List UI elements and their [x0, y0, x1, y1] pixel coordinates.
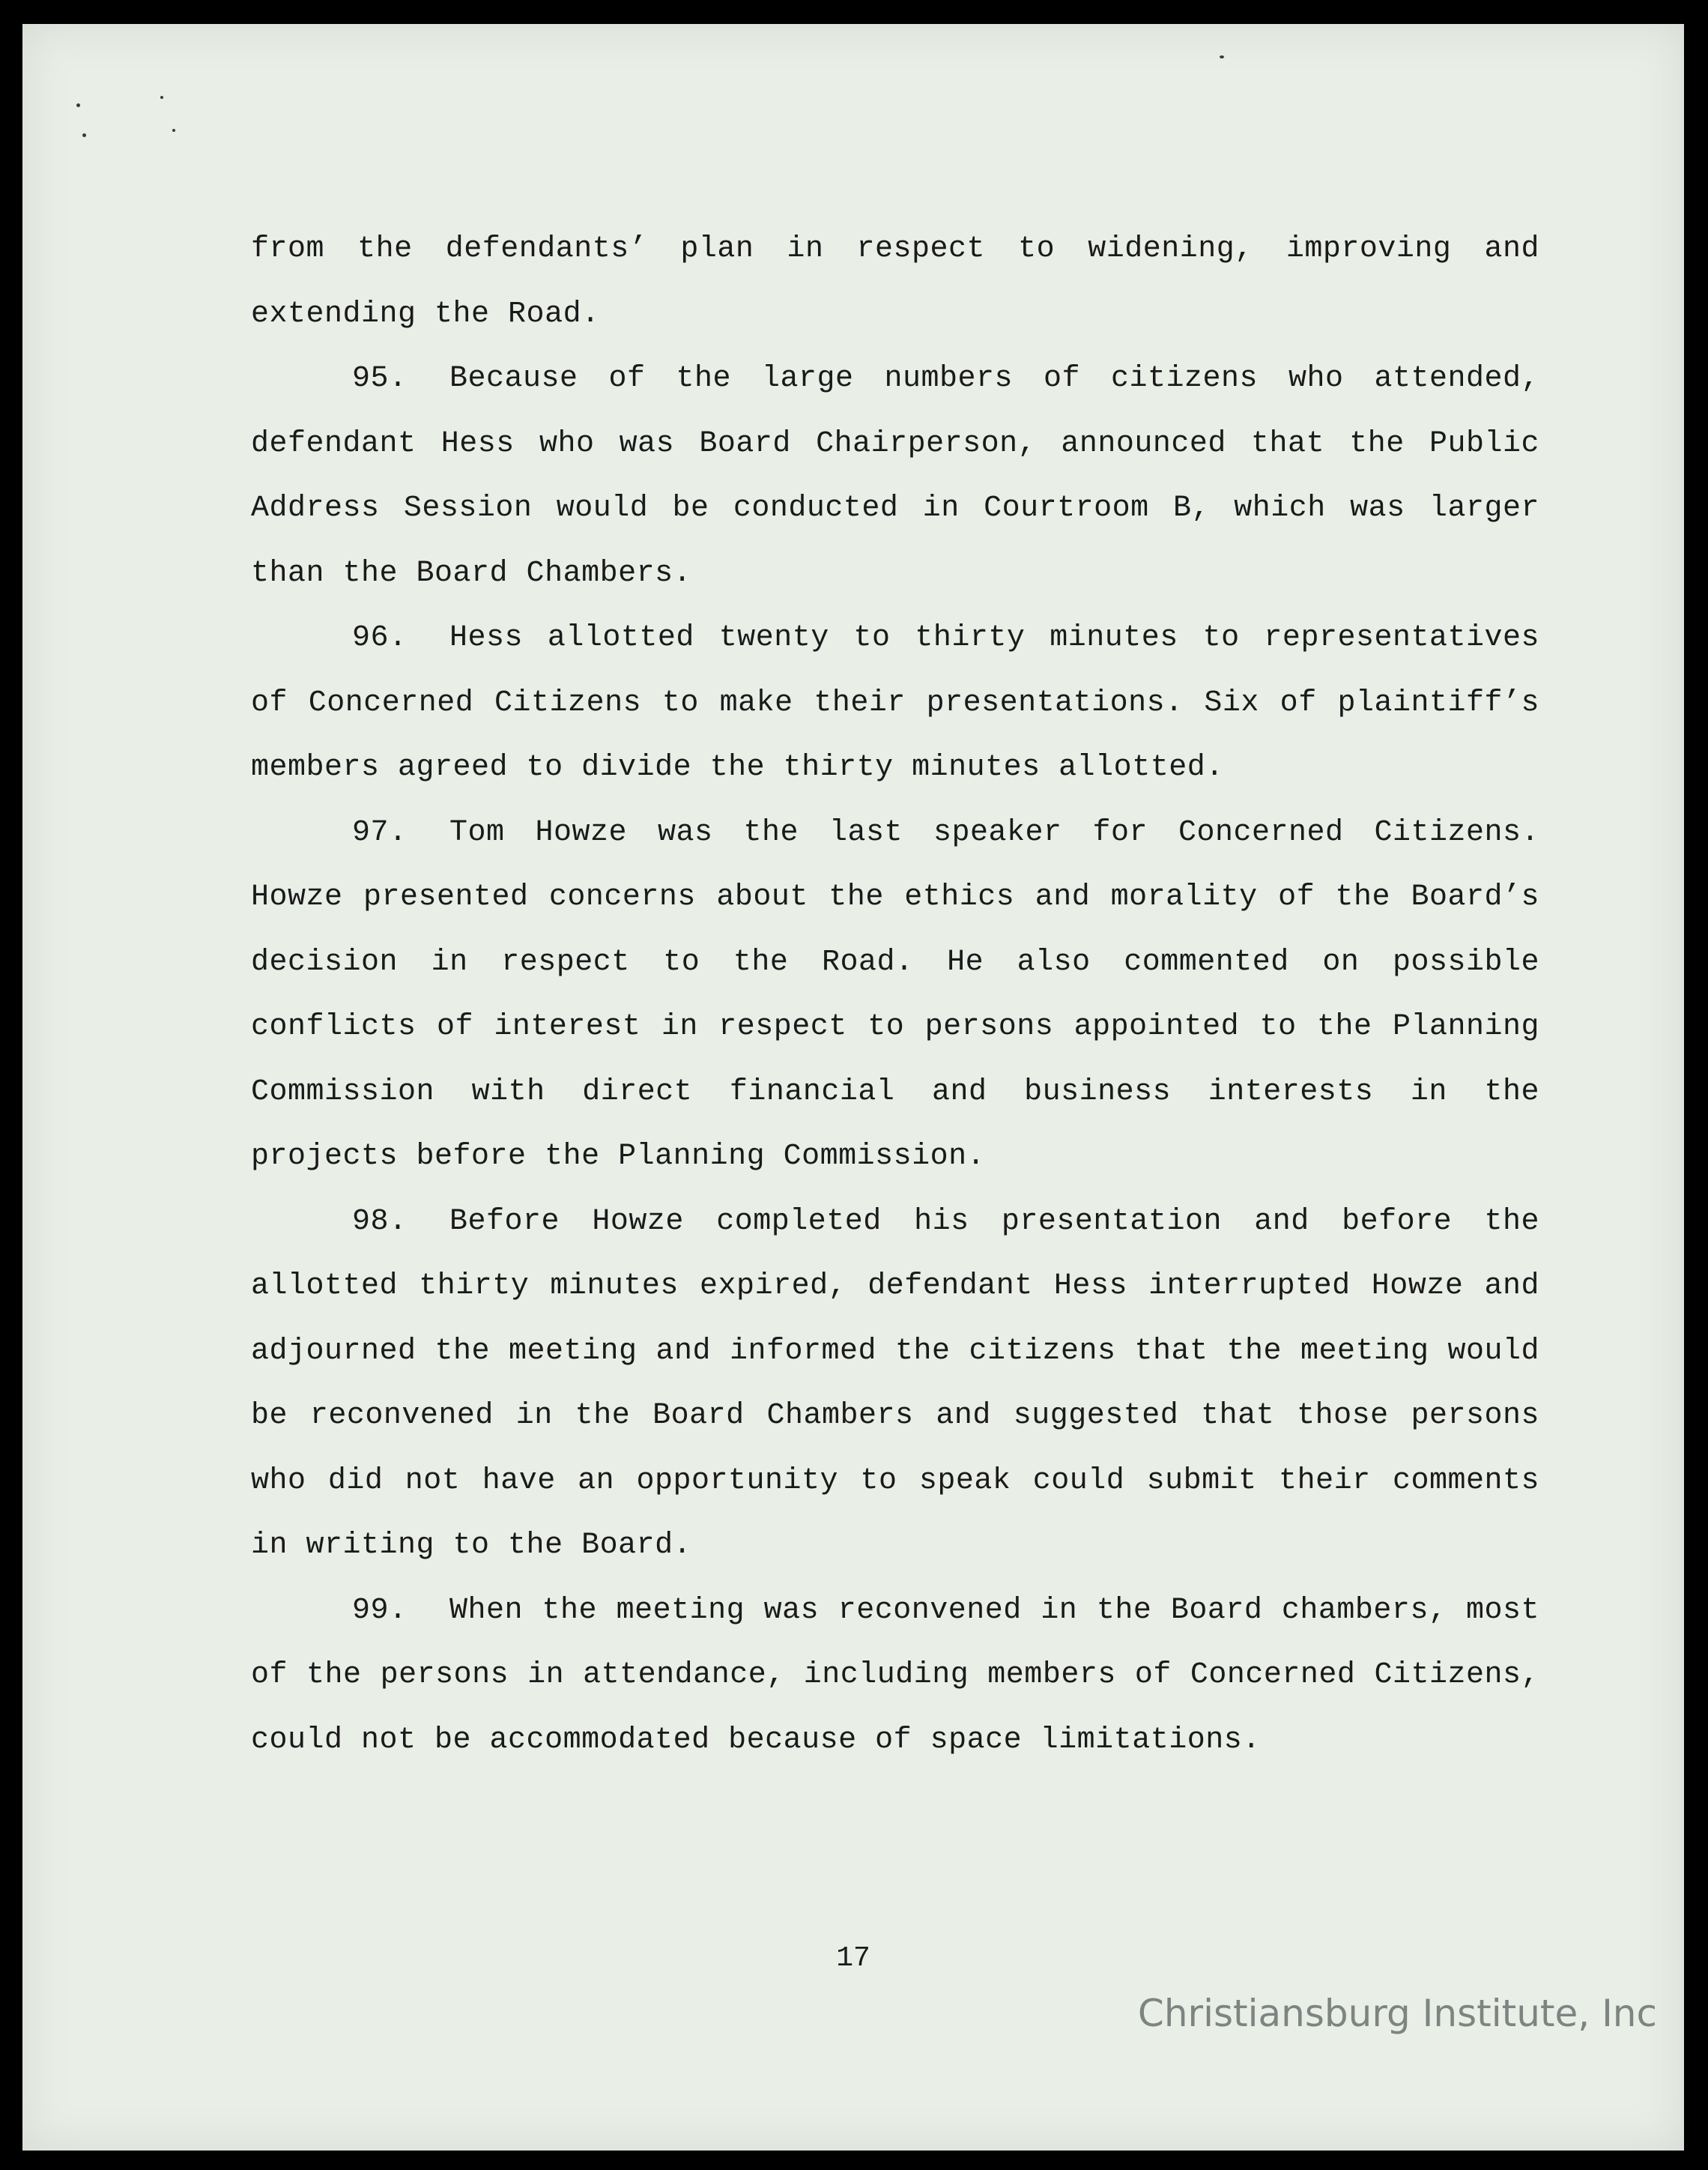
paragraph-number: 98.: [352, 1204, 408, 1239]
paragraph-95: [251, 347, 1539, 606]
scan-speck: [172, 129, 175, 132]
scan-speck: [76, 103, 80, 107]
paragraph-99: [251, 1579, 1539, 1774]
paragraph-97: [251, 801, 1539, 1190]
paragraph-text: When the meeting was reconvened in the Board chambers, most of the persons in attendance, including members of Concerned Citizens, could not be accommodated because of space limitations.: [251, 1593, 1539, 1757]
document-body: [251, 217, 1539, 1773]
paragraph-text: Hess allotted twenty to thirty minutes to representatives of Concerned Citizens to make their presentations. Six of plaintiff’s members agreed to divide the thirty minutes allotted.: [251, 621, 1539, 785]
paragraph-98: [251, 1190, 1539, 1579]
paragraph-text: Tom Howze was the last speaker for Concerned Citizens. Howze presented concerns about the ethics and morality of the Board’s decision in respect to the Road. He also commented on possible conflicts of interest in respect to persons appointed to the Planning Commission with direct financial and business interests in the projects before the Planning Commission.: [251, 815, 1539, 1173]
paragraph-text: Before Howze completed his presentation and before the allotted thirty minutes expired, defendant Hess interrupted Howze and adjourned the meeting and informed the citizens that the meeting would be reconvened in the Board Chambers and suggested that those persons who did not have an opportunity to speak could submit their comments in writing to the Board.: [251, 1204, 1539, 1562]
paragraph-number: 99.: [352, 1593, 408, 1628]
paragraph-number: 96.: [352, 621, 408, 655]
paragraph-number: 97.: [352, 815, 408, 850]
continuation-text: from the defendants’ plan in respect to widening, improving and extending the Road.: [251, 232, 1539, 331]
document-page: [22, 24, 1684, 2151]
scan-speck: [160, 96, 163, 99]
scan-speck: [1220, 55, 1224, 58]
paragraph-number: 95.: [352, 362, 408, 396]
scan-speck: [82, 133, 86, 137]
paragraph-96: [251, 606, 1539, 801]
watermark-text: Christiansburg Institute, Inc: [1137, 1992, 1657, 2035]
paragraph-text: Because of the large numbers of citizens who attended, defendant Hess who was Board Chairperson, announced that the Public Address Session would be conducted in Courtroom B, which was larger than the Board Chambers.: [251, 362, 1539, 590]
page-number: 17: [836, 1942, 870, 1974]
